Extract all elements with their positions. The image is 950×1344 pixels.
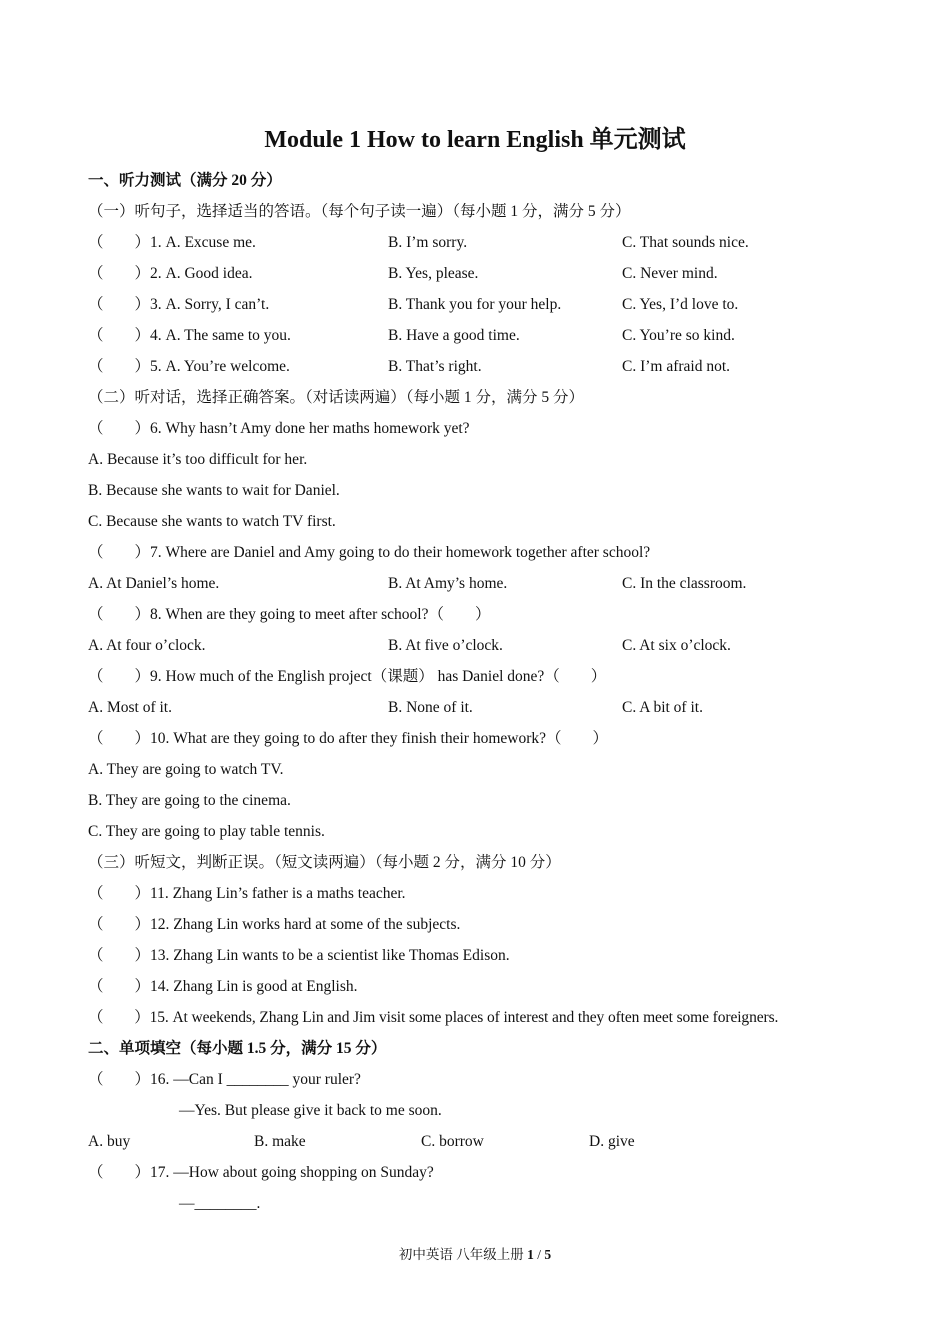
option-b: B. That’s right. — [388, 358, 482, 375]
option-a: A. At four o’clock. — [88, 637, 206, 654]
question-reply: —Yes. But please give it back to me soon. — [179, 1102, 442, 1119]
option-c: C. In the classroom. — [622, 575, 747, 592]
true-false-item: （ ）13. Zhang Lin wants to be a scientist like Thomas Edison. — [88, 947, 510, 964]
question-stem: （ ）6. Why hasn’t Amy done her maths homework yet? — [88, 420, 470, 437]
page-number: 1 — [527, 1247, 534, 1262]
question-stem: （ ）9. How much of the English project（课题） has Daniel done?（ ） — [88, 668, 607, 685]
true-false-item: （ ）14. Zhang Lin is good at English. — [88, 978, 358, 995]
option-a: A. Most of it. — [88, 699, 172, 716]
page-total: 5 — [544, 1247, 552, 1262]
question-row — [88, 320, 878, 351]
question-stem: （ ）10. What are they going to do after they finish their homework?（ ） — [88, 730, 608, 747]
option-a: A. buy — [88, 1133, 131, 1150]
question-row — [88, 227, 878, 258]
option-b: B. Yes, please. — [388, 265, 479, 282]
question-options — [88, 1126, 878, 1157]
option-a: （ ）3. A. Sorry, I can’t. — [88, 296, 270, 313]
option-a: （ ）2. A. Good idea. — [88, 265, 253, 282]
option-a: A. At Daniel’s home. — [88, 575, 220, 592]
option-a: A. They are going to watch TV. — [88, 761, 284, 778]
true-false-item: （ ）12. Zhang Lin works hard at some of the subjects. — [88, 916, 461, 933]
question-row — [88, 289, 878, 320]
section-heading: 一、听力测试（满分 20 分） — [88, 172, 282, 189]
page-footer — [0, 1245, 950, 1265]
option-a: （ ）5. A. You’re welcome. — [88, 358, 290, 375]
question-stem: （ ）17. —How about going shopping on Sunday? — [88, 1164, 434, 1181]
part-heading: （二）听对话，选择正确答案。（对话读两遍）（每小题 1 分，满分 5 分） — [88, 389, 585, 406]
question-reply: —________. — [179, 1195, 261, 1212]
option-b: B. They are going to the cinema. — [88, 792, 291, 809]
question-options — [88, 568, 878, 599]
option-c: C. I’m afraid not. — [622, 358, 731, 375]
option-b: B. I’m sorry. — [388, 234, 468, 251]
option-c: C. You’re so kind. — [622, 327, 735, 344]
part-heading: （三）听短文，判断正误。（短文读两遍）（每小题 2 分，满分 10 分） — [88, 854, 561, 871]
option-a: （ ）1. A. Excuse me. — [88, 234, 256, 251]
question-stem: （ ）16. —Can I ________ your ruler? — [88, 1071, 361, 1088]
option-c: C. Never mind. — [622, 265, 718, 282]
option-a: A. Because it’s too difficult for her. — [88, 451, 308, 468]
option-b: B. At five o’clock. — [388, 637, 503, 654]
option-a: （ ）4. A. The same to you. — [88, 327, 291, 344]
section-heading: 二、单项填空（每小题 1.5 分，满分 15 分） — [88, 1040, 387, 1057]
option-b: B. At Amy’s home. — [388, 575, 508, 592]
option-c: C. Yes, I’d love to. — [622, 296, 739, 313]
question-options — [88, 692, 878, 723]
option-b: B. Thank you for your help. — [388, 296, 562, 313]
page-separator: / — [537, 1247, 541, 1262]
option-b: B. Have a good time. — [388, 327, 520, 344]
option-d: D. give — [589, 1133, 635, 1150]
question-stem: （ ）7. Where are Daniel and Amy going to do their homework together after school? — [88, 544, 651, 561]
option-b: B. make — [254, 1133, 306, 1150]
question-options — [88, 630, 878, 661]
option-c: C. A bit of it. — [622, 699, 703, 716]
question-stem: （ ）8. When are they going to meet after school?（ ） — [88, 606, 491, 623]
true-false-item: （ ）15. At weekends, Zhang Lin and Jim visit some places of interest and they often meet some foreigners. — [88, 1009, 779, 1026]
option-c: C. At six o’clock. — [622, 637, 731, 654]
true-false-item: （ ）11. Zhang Lin’s father is a maths teacher. — [88, 885, 406, 902]
option-c: C. That sounds nice. — [622, 234, 749, 251]
option-b: B. Because she wants to wait for Daniel. — [88, 482, 340, 499]
option-c: C. They are going to play table tennis. — [88, 823, 325, 840]
question-row — [88, 351, 878, 382]
option-b: B. None of it. — [388, 699, 473, 716]
footer-label: 初中英语 八年级上册 — [398, 1247, 524, 1262]
question-row — [88, 258, 878, 289]
page-title: Module 1 How to learn English 单元测试 — [264, 127, 686, 153]
option-c: C. Because she wants to watch TV first. — [88, 513, 336, 530]
part-heading: （一）听句子，选择适当的答语。（每个句子读一遍）（每小题 1 分，满分 5 分） — [88, 203, 631, 220]
option-c: C. borrow — [421, 1133, 484, 1150]
